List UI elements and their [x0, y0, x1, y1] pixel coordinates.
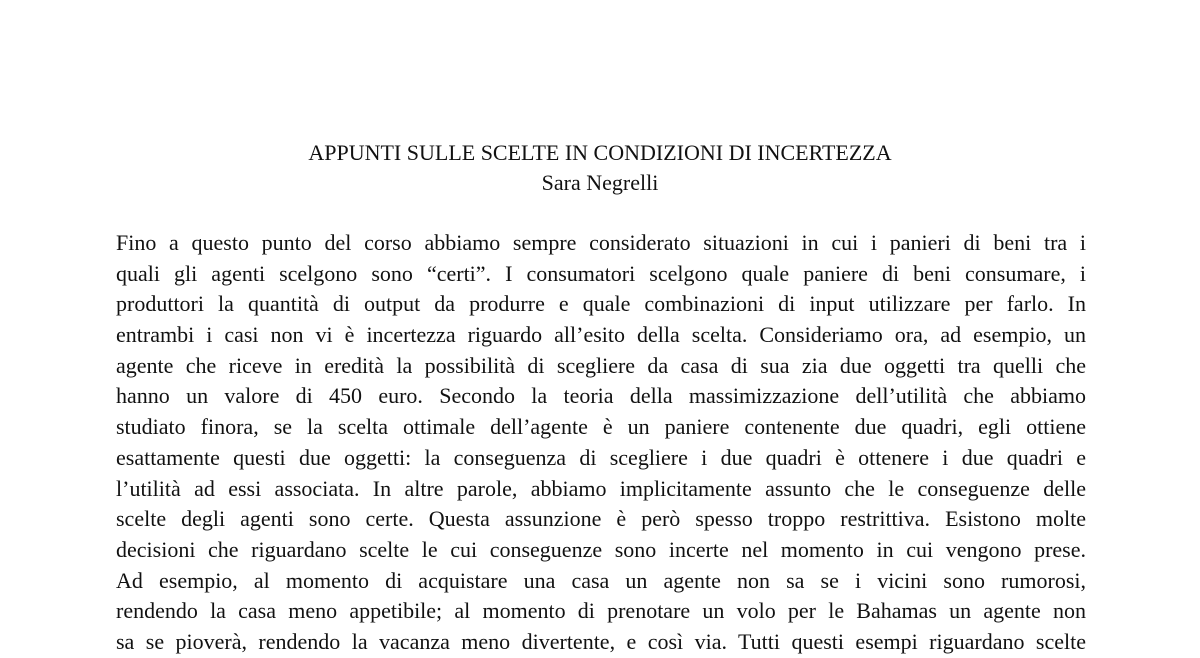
paragraph-line: sa se pioverà, rendendo la vacanza meno divertente, e così via. Tutti questi esempi riguardano scelte [116, 628, 1086, 654]
paragraph-line: scelte degli agenti sono certe. Questa assunzione è però spesso troppo restrittiva. Esistono molte [116, 506, 1086, 532]
paragraph-line: entrambi i casi non vi è incertezza riguardo all’esito della scelta. Consideriamo ora, ad esempio, un [116, 322, 1086, 348]
document-author: Sara Negrelli [541, 170, 659, 195]
paragraph-line: Fino a questo punto del corso abbiamo sempre considerato situazioni in cui i panieri di beni tra i [116, 230, 1086, 255]
paragraph-line: l’utilità ad essi associata. In altre parole, abbiamo implicitamente assunto che le conseguenze delle [116, 475, 1086, 501]
paragraph-line: agente che riceve in eredità la possibilità di scegliere da casa di sua zia due oggetti tra quelli che [116, 352, 1086, 378]
paragraph-line: rendendo la casa meno appetibile; al momento di prenotare un volo per le Bahamas un agente non [116, 598, 1086, 624]
paragraph-line: studiato finora, se la scelta ottimale dell’agente è un paniere contenente due quadri, egli ottiene [116, 414, 1086, 440]
paragraph-line: quali gli agenti scelgono sono “certi”. I consumatori scelgono quale paniere di beni consumare, i [116, 260, 1086, 286]
paragraph-line: hanno un valore di 450 euro. Secondo la teoria della massimizzazione dell’utilità che abbiamo [116, 383, 1086, 409]
body-paragraph [116, 228, 1086, 658]
document-title: APPUNTI SULLE SCELTE IN CONDIZIONI DI INCERTEZZA [308, 140, 892, 165]
paragraph-line: decisioni che riguardano scelte le cui conseguenze sono incerte nel momento in cui vengono prese. [116, 536, 1086, 562]
paragraph-line: produttori la quantità di output da produrre e quale combinazioni di input utilizzare per farlo. In [116, 291, 1086, 317]
paragraph-line: Ad esempio, al momento di acquistare una casa un agente non sa se i vicini sono rumorosi, [116, 567, 1086, 593]
paragraph-line: esattamente questi due oggetti: la conseguenza di scegliere i due quadri è ottenere i due quadri e [116, 444, 1086, 470]
